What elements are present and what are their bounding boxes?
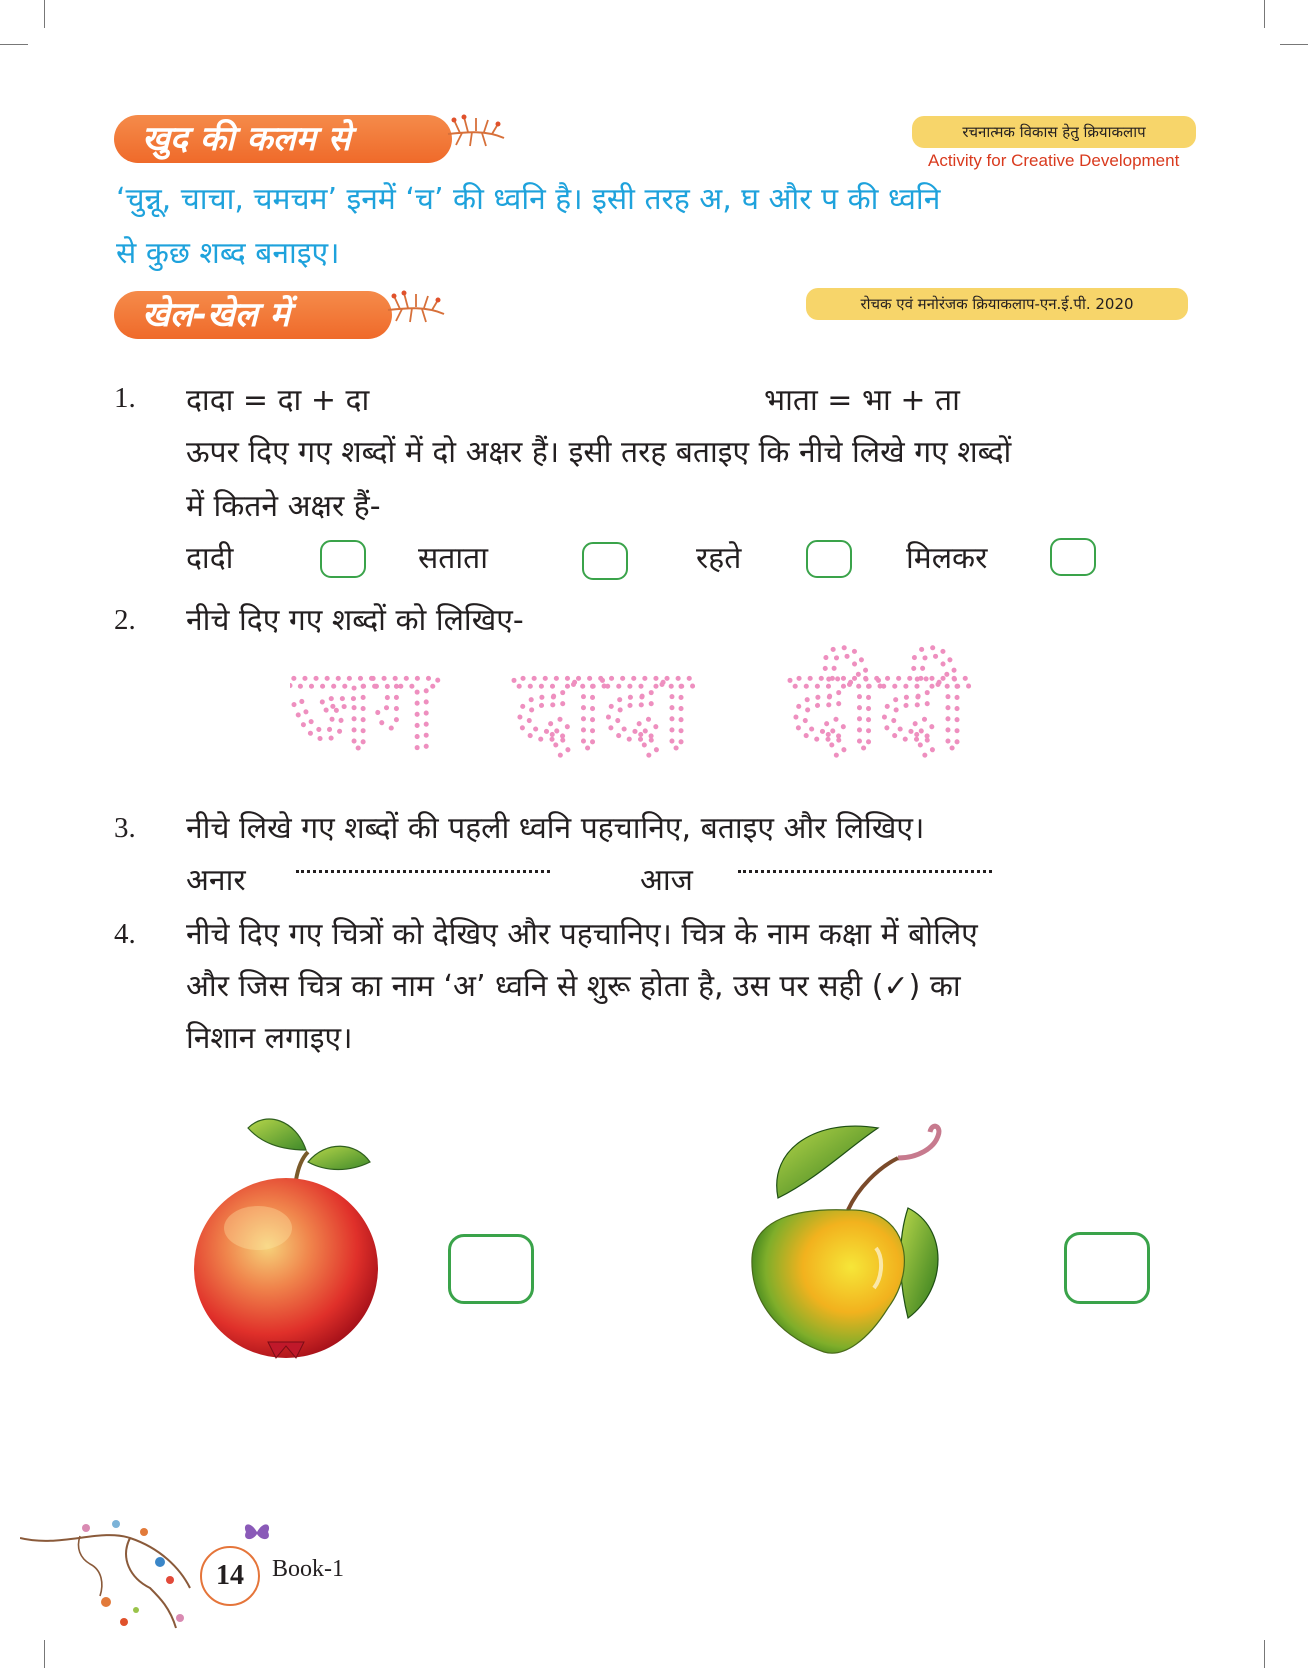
section-heading-khel-khel-mein: खेल-खेल में — [114, 291, 392, 339]
word-milkar: मिलकर — [906, 541, 988, 576]
crop-mark — [0, 44, 28, 45]
crop-mark — [44, 0, 45, 28]
question-number: 3. — [114, 812, 136, 844]
question-number: 2. — [114, 604, 136, 636]
crop-mark — [44, 1640, 45, 1668]
answer-line[interactable] — [738, 870, 992, 873]
q1-text-line1: ऊपर दिए गए शब्दों में दो अक्षर हैं। इसी तरह बताइए कि नीचे लिखे गए शब्दों — [186, 435, 1012, 470]
answer-box-pomegranate[interactable] — [448, 1234, 534, 1304]
answer-box[interactable] — [582, 542, 628, 580]
butterfly-icon — [242, 1518, 272, 1544]
section1-instruction-line1: ‘चुन्नू, चाचा, चमचम’ इनमें ‘च’ की ध्वनि है। इसी तरह अ, घ और प की ध्वनि — [116, 182, 941, 217]
q1-text-line2: में कितने अक्षर हैं- — [186, 489, 381, 524]
q2-text: नीचे दिए गए शब्दों को लिखिए- — [186, 603, 524, 638]
q4-text-line2: और जिस चित्र का नाम ‘अ’ ध्वनि से शुरू होता है, उस पर सही (✓) का — [186, 969, 961, 1004]
word-anar: अनार — [186, 863, 246, 898]
section-heading-khud-ki-kalam: खुद की कलम से — [114, 115, 452, 163]
crop-mark — [1264, 1640, 1265, 1668]
example-bhata: भाता = भा + ता — [764, 383, 960, 418]
crop-mark — [1280, 44, 1308, 45]
answer-box[interactable] — [806, 540, 852, 578]
trace-word-dada[interactable]: दादा — [514, 645, 691, 770]
word-aaj: आज — [640, 863, 693, 898]
leaf-sprig-icon — [446, 112, 506, 152]
trace-word-jag[interactable]: जग — [290, 645, 437, 770]
word-rahte: रहते — [696, 541, 742, 576]
page-number: 14 — [200, 1546, 260, 1606]
book-label: Book-1 — [272, 1556, 344, 1582]
tag-creative-development-en: Activity for Creative Development — [928, 151, 1180, 170]
answer-box[interactable] — [1050, 538, 1096, 576]
mango-image — [748, 1118, 978, 1358]
q4-text-line1: नीचे दिए गए चित्रों को देखिए और पहचानिए। चित्र के नाम कक्षा में बोलिए — [186, 917, 978, 952]
floral-vine-decoration — [20, 1518, 220, 1638]
pomegranate-image — [186, 1110, 386, 1360]
trace-word-didi[interactable]: दीदी — [790, 645, 967, 770]
crop-mark — [1264, 0, 1265, 28]
section1-instruction-line2: से कुछ शब्द बनाइए। — [116, 236, 340, 271]
tag-nep-2020: रोचक एवं मनोरंजक क्रियाकलाप-एन.ई.पी. 2020 — [806, 288, 1188, 320]
tracing-words[interactable] — [290, 630, 1030, 770]
q3-text: नीचे लिखे गए शब्दों की पहली ध्वनि पहचानिए, बताइए और लिखिए। — [186, 811, 925, 846]
leaf-sprig-icon — [386, 288, 446, 328]
word-dadi: दादी — [186, 541, 234, 576]
question-number: 1. — [114, 382, 136, 414]
answer-box-mango[interactable] — [1064, 1232, 1150, 1304]
answer-line[interactable] — [296, 870, 550, 873]
answer-box[interactable] — [320, 540, 366, 578]
example-dada: दादा = दा + दा — [186, 383, 370, 418]
word-satata: सताता — [418, 541, 489, 576]
q4-text-line3: निशान लगाइए। — [186, 1021, 353, 1056]
tag-creative-development: रचनात्मक विकास हेतु क्रियाकलाप — [912, 116, 1196, 148]
question-number: 4. — [114, 918, 136, 950]
